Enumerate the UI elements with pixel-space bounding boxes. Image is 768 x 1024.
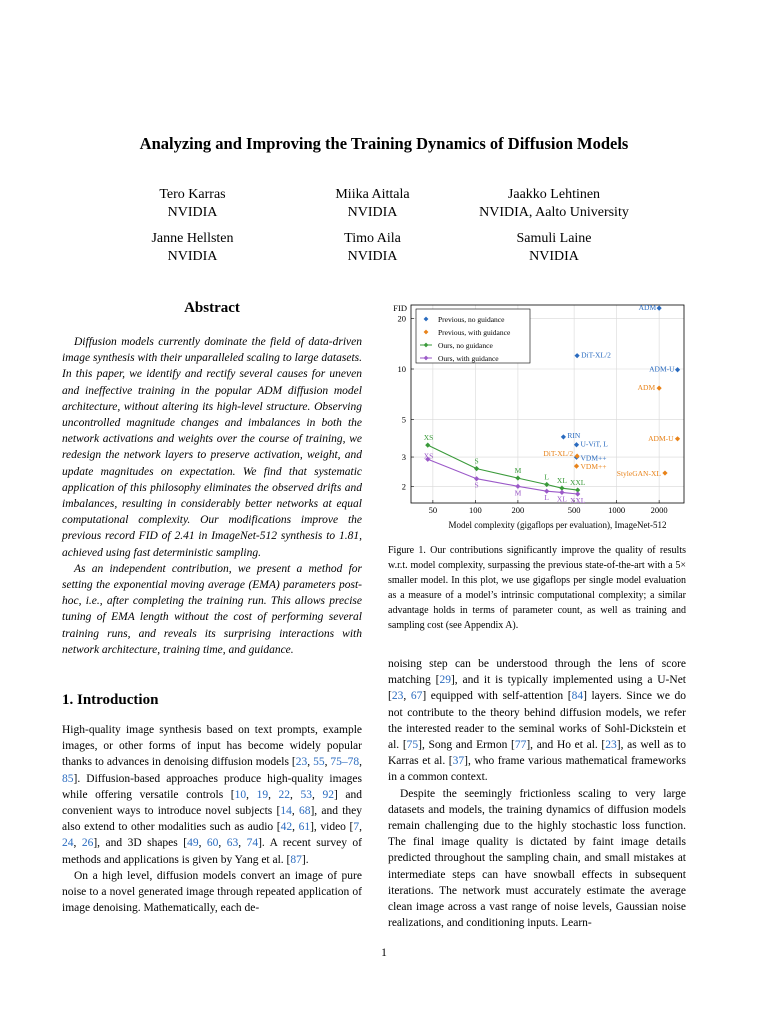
data-point-label: ADM-U	[649, 364, 675, 374]
citation-link[interactable]: 23	[605, 739, 617, 752]
data-point-label: U-ViT, L	[580, 439, 608, 449]
y-axis-label: FID	[393, 303, 407, 313]
author-name: Samuli Laine	[516, 231, 592, 246]
data-point-label: XS	[423, 433, 434, 443]
data-point-label: VDM++	[580, 462, 607, 472]
author-3	[474, 186, 634, 222]
author-6	[474, 230, 634, 266]
citation-link[interactable]: 14	[280, 805, 292, 818]
data-point-label: S	[474, 480, 479, 490]
data-point	[544, 482, 549, 487]
legend-entry: Previous, with guidance	[438, 328, 511, 337]
series-line	[428, 456, 578, 494]
fid-vs-complexity-chart	[380, 300, 700, 535]
data-point	[574, 442, 579, 447]
data-point-label: VDM++	[580, 453, 607, 463]
citation-link[interactable]: 87	[290, 853, 302, 866]
author-4	[120, 230, 265, 266]
data-point-label: XXL	[569, 495, 586, 505]
intro-paragraph-3: noising step can be understood through the lens of score matching [29], and it is typically implemented using a U-Net [23, 67] equipped with self-attention [84] layers. Since we do not contribute to the theory behind diffusion models, we refer the interested reader to the seminal works of Sohl-Dickstein et al. [75], Song and Ermon [77], and Ho et al. [23], as well as to Karras et al. [37], who frame various mathematical frameworks in a common context.	[388, 658, 687, 784]
citation-link[interactable]: 63	[226, 837, 239, 850]
citation-link[interactable]: 26	[81, 837, 94, 850]
data-point-label: M	[514, 466, 522, 476]
author-name: Janne Hellsten	[151, 231, 234, 246]
data-point	[425, 443, 430, 448]
data-point-label: M	[514, 488, 522, 498]
data-point	[657, 386, 662, 391]
abstract-paragraph-1: Diffusion models currently dominate the field of data-driven image synthesis with their unparalleled scaling to large datasets. In this paper, we identify and rectify several causes for uneven and ineffective training in the popular ADM diffusion model architecture, without altering its high-level structure. Observing uncontrolled magnitude changes and imbalances in both the network activations and weights over the course of training, we redesign the network layers to preserve activation, weight, and update magnitudes on expectation. We find that systematic application of this philosophy eliminates the observed drifts and imbalances, resulting in considerably better networks at equal computational complexity. Our modifications improve the previous record FID of 2.41 in ImageNet-512 synthesis to 1.81, achieved using fast deterministic sampling.	[62, 336, 362, 559]
citation-link[interactable]: 74	[246, 837, 259, 850]
citation-link[interactable]: 92	[322, 788, 334, 801]
author-affiliation: NVIDIA	[529, 249, 579, 264]
abstract-paragraph-2: As an independent contribution, we present a method for setting the exponential moving average (EMA) parameters post-hoc, i.e., after completing the training run. This allows precise tuning of EMA length without the cost of performing several training runs, and reveals its surprising interactions with network architecture, training time, and guidance.	[62, 562, 362, 656]
legend-entry: Ours, no guidance	[438, 341, 493, 350]
citation-link[interactable]: 60	[206, 837, 219, 850]
citation-link[interactable]: 85	[62, 772, 74, 785]
data-point-label: ADM	[637, 383, 656, 393]
data-point	[561, 434, 566, 439]
author-name: Timo Aila	[344, 231, 401, 246]
citation-link[interactable]: 23	[391, 690, 404, 703]
section-heading-introduction: 1. Introduction	[62, 692, 159, 708]
citation-link[interactable]: 24	[62, 837, 74, 850]
author-5	[300, 230, 445, 266]
author-name: Miika Aittala	[335, 187, 410, 202]
x-tick-label: 1000	[608, 505, 626, 515]
citation-link[interactable]: 67	[410, 690, 423, 703]
data-point	[574, 464, 579, 469]
author-name: Tero Karras	[159, 187, 226, 202]
citation-link[interactable]: 23	[295, 756, 308, 769]
citation-link[interactable]: 37	[452, 755, 465, 768]
citation-link[interactable]: 55	[313, 756, 325, 769]
author-1	[120, 186, 265, 222]
citation-link[interactable]: 19	[256, 788, 269, 801]
data-point-label: XL	[556, 494, 567, 504]
data-point-label: XL	[556, 476, 567, 486]
legend-entry: Ours, with guidance	[438, 354, 499, 363]
y-tick-label: 10	[397, 364, 406, 375]
citation-link[interactable]: 77	[514, 739, 527, 752]
citation-link[interactable]: 42	[280, 821, 293, 834]
citation-link[interactable]: 10	[234, 788, 247, 801]
y-tick-label: 5	[401, 414, 406, 425]
data-point-label: RIN	[567, 430, 581, 440]
citation-link[interactable]: 75–78	[330, 756, 360, 769]
data-point-label: XS	[423, 451, 434, 461]
citation-link[interactable]: 22	[278, 788, 291, 801]
data-point-label: StyleGAN-XL	[616, 469, 661, 479]
x-tick-label: 50	[428, 505, 438, 515]
intro-right-column	[388, 656, 686, 931]
data-point	[675, 367, 680, 372]
data-point-label: XXL	[569, 478, 586, 488]
x-tick-label: 2000	[650, 505, 668, 515]
paper-title: Analyzing and Improving the Training Dynamics of Diffusion Models	[139, 134, 629, 153]
data-point-label: DiT-XL/2	[581, 350, 611, 360]
author-name: Jaakko Lehtinen	[507, 187, 601, 202]
data-point-label: ADM-U	[648, 433, 674, 443]
author-affiliation: NVIDIA	[347, 249, 398, 264]
citation-link[interactable]: 29	[439, 674, 451, 687]
citation-link[interactable]: 84	[571, 690, 584, 703]
data-point-label: S	[474, 456, 479, 466]
data-point	[515, 475, 520, 480]
author-affiliation: NVIDIA	[347, 205, 398, 220]
intro-paragraph-4: Despite the seemingly frictionless scaling to very large datasets and models, the training dynamics of diffusion models remain challenging due to the highly stochastic loss function. The final image quality is dictated by faint image details predicted throughout the sampling chain, and small mistakes at intermediate steps can have snowball effects in subsequent iterations. The network must accurately estimate the average clean image across a vast range of noise levels, Gaussian noise realizations, and conditioning inputs. Learn-	[388, 787, 686, 930]
author-affiliation: NVIDIA, Aalto University	[479, 205, 629, 220]
data-point-label: L	[544, 493, 550, 503]
citation-link[interactable]: 53	[300, 788, 312, 801]
author-affiliation: NVIDIA	[167, 249, 218, 264]
x-tick-label: 100	[469, 505, 482, 515]
author-affiliation: NVIDIA	[167, 205, 218, 220]
abstract-body	[62, 334, 362, 658]
data-point	[662, 470, 667, 475]
data-point-label: L	[544, 472, 550, 482]
abstract-heading: Abstract	[184, 300, 240, 316]
figure-caption: Figure 1. Our contributions significantly improve the quality of results w.r.t. model complexity, surpassing the previous state-of-the-art with a 5× smaller model. In this plot, we use gigaflops per single model evaluation as a measure of a model’s intrinsic computational complexity; a similar advantage holds in terms of parameter count, as well as training and sampling cost (see Appendix A).	[388, 545, 686, 631]
data-point	[574, 353, 579, 358]
intro-paragraph-2: On a high level, diffusion models convert an image of pure noise to a novel generated image through repeated application of image denoising. Mathematically, each de-	[62, 869, 362, 915]
x-axis-label: Model complexity (gigaflops per evaluation), ImageNet-512	[448, 520, 667, 530]
author-2	[300, 186, 445, 222]
x-tick-label: 500	[567, 505, 581, 515]
citation-link[interactable]: 49	[187, 837, 199, 850]
data-point-label: ADM	[638, 303, 657, 313]
data-point	[675, 436, 680, 441]
y-tick-label: 20	[397, 313, 406, 324]
data-point-label: DiT-XL/2	[543, 449, 574, 459]
data-point	[474, 466, 479, 471]
y-tick-label: 3	[401, 452, 406, 463]
x-tick-label: 200	[511, 505, 525, 515]
intro-paragraph-1: High-quality image synthesis based on text prompts, example images, or other forms of input has become widely popular thanks to advances in denoising diffusion models [23, 55, 75–78, 85]. Diffusion-based approaches produce high-quality images while offering versatile controls [10, 19, 22, 53, 92] and convenient ways to introduce novel subjects [14, 68], and they also extend to other modalities such as audio [42, 61], video [7, 24, 26], and 3D shapes [49, 60, 63, 74]. A recent survey of methods and applications is given by Yang et al. [87].	[62, 724, 363, 866]
y-tick-label: 2	[401, 481, 406, 492]
citation-link[interactable]: 7	[353, 821, 360, 834]
legend-entry: Previous, no guidance	[438, 315, 505, 324]
citation-link[interactable]: 68	[298, 805, 311, 818]
intro-left-column	[62, 722, 362, 916]
citation-link[interactable]: 61	[298, 821, 311, 834]
data-point	[657, 306, 662, 311]
page-number: 1	[381, 947, 387, 959]
citation-link[interactable]: 75	[406, 739, 419, 752]
